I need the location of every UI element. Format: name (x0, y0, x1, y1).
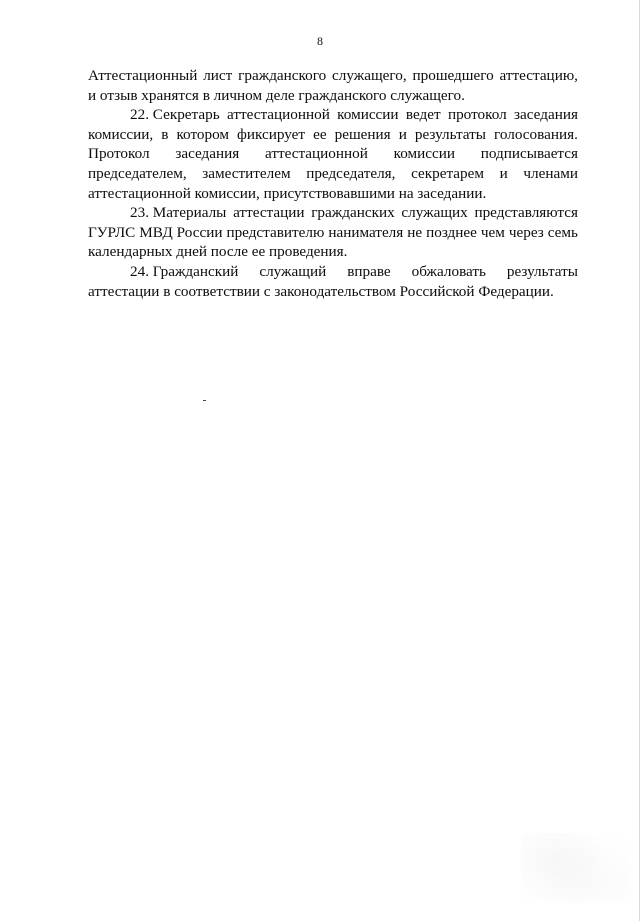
word: МВД (139, 223, 173, 241)
word: нанимателя (328, 223, 404, 241)
word: обжаловать (411, 262, 486, 280)
document-body (88, 66, 578, 301)
word: аттестационной (226, 106, 330, 124)
word: служащий (259, 262, 327, 280)
scan-dash-mark (203, 400, 206, 401)
word: вправе (347, 262, 391, 280)
word: ее (313, 125, 327, 143)
paragraph-23-line-1 (88, 203, 578, 223)
paragraph-22-line-1 (88, 105, 578, 125)
paragraph-22-line-2 (88, 125, 578, 145)
word: представляются (474, 204, 578, 222)
paragraph-24-line-1 (88, 262, 578, 282)
word: и (499, 164, 508, 182)
word: котором (176, 125, 229, 143)
word: голосования. (494, 125, 578, 143)
word: через (508, 223, 544, 241)
word: комиссии (337, 106, 399, 124)
word: аттестации (233, 204, 305, 222)
word: России (176, 223, 223, 241)
word: комиссии (393, 145, 456, 163)
word: служащих (401, 204, 468, 222)
paragraph-22-line-5: аттестационной комиссии, присутствовавшими на заседании. (88, 184, 487, 202)
paragraph-22-line-4 (88, 164, 578, 184)
paragraph-22-line-3 (88, 144, 578, 164)
word: секретарем (411, 164, 484, 182)
word: заседания (175, 145, 240, 163)
word: Протокол (88, 145, 150, 163)
word: ГУРЛС (88, 223, 136, 241)
word: и (398, 125, 407, 143)
word: фиксирует (237, 125, 306, 143)
word: не (407, 223, 423, 241)
word: протокол (447, 106, 507, 124)
word: результаты (414, 125, 486, 143)
word: представителю (226, 223, 325, 241)
word: чем (480, 223, 505, 241)
paragraph-23-line-3: календарных дней после ее проведения. (88, 243, 348, 261)
page-number: 8 (317, 34, 323, 48)
word: председателем, (88, 164, 187, 182)
word: ведет (405, 106, 441, 124)
paragraph-continued-line-1 (88, 66, 578, 86)
word: семь (547, 223, 578, 241)
word: гражданского (238, 67, 327, 84)
word: служащего, (332, 67, 407, 84)
word: аттестационной (265, 145, 368, 163)
word: позднее (426, 223, 477, 241)
paragraph-24-line-2: аттестации в соответствии с законодательством Российской Федерации. (88, 282, 554, 300)
word: 24. Гражданский (130, 262, 239, 280)
word: 22. Секретарь (130, 106, 220, 124)
word: прошедшего (412, 67, 494, 84)
word: результаты (506, 262, 578, 280)
word: в (161, 125, 169, 143)
word: аттестацию, (499, 67, 578, 84)
word: комиссии, (88, 125, 154, 143)
word: лист (203, 67, 233, 84)
word: решения (334, 125, 391, 143)
word: Аттестационный (88, 67, 198, 84)
word: 23. Материалы (130, 204, 227, 222)
word: заседания (514, 106, 578, 124)
word: заместителем (202, 164, 291, 182)
word: членами (523, 164, 578, 182)
word: подписывается (480, 145, 578, 163)
word: председателя, (306, 164, 396, 182)
word: гражданских (311, 204, 395, 222)
paragraph-23-line-2 (88, 223, 578, 243)
scan-artifact (521, 833, 631, 903)
paragraph-continued-line-2: и отзыв хранятся в личном деле гражданского служащего. (88, 86, 465, 104)
